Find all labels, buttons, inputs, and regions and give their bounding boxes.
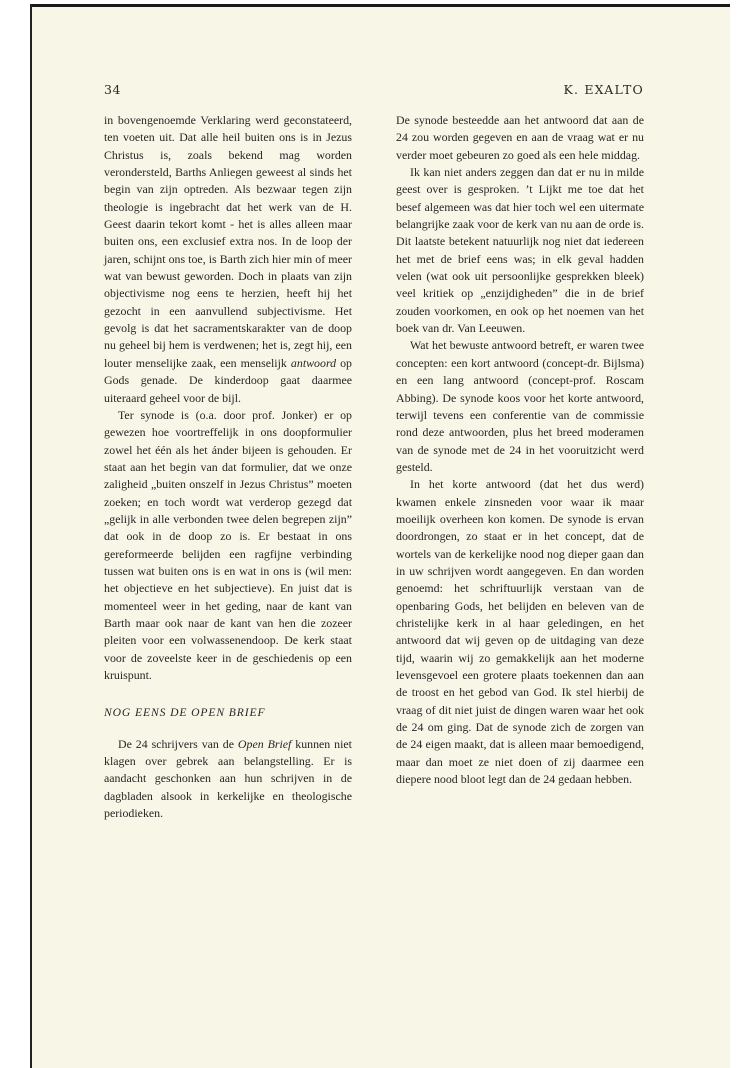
paragraph: in bovengenoemde Verklaring werd geconstateerd, ten voeten uit. Dat alle heil buiten ons is in Jezus Christus is, zoals bekend mag worden verondersteld, Barths Anliegen geweest al sinds het begin van zijn optreden. Als bezwaar tegen zijn theologie is ingebracht dat het werk van de H. Geest daarin tekort komt - het is alles alleen maar buiten ons, een exclusief extra nos. In de loop der jaren, schijnt ons toe, is Barth zich hier min of meer wat van bewust geworden. Doch in plaats van zijn objectivisme nog eens te herzien, heeft hij het gezocht in een aanvullend subjectivisme. Het gevolg is dat het sacramentskarakter van de doop nu geheel bij hem is verdwenen; het is, zegt hij, een louter menselijke zaak, een menselijk antwoord op Gods genade. De kinderdoop gaat daarmee uiteraard geheel voor de bijl. — [104, 113, 353, 405]
paragraph: In het korte antwoord (dat het dus werd) kwamen enkele zinsneden voor waar ik maar moeilijk overheen kon komen. De synode is ervan doordrongen, zo staat er in het concept, dat de wortels van de kerkelijke nood nog dieper gaan dan in uw schrijven wordt aangegeven. En dan worden genoemd: het schriftuurlijk verstaan van de openbaring Gods, het belijden en beleven van de christelijke kerk in al haar geledingen, en het antwoord dat wij geven op de uitdaging van deze tijd, waarin wij zo gemakkelijk aan het moderne levensgevoel een grotere plaats toekennen dan aan de troost en het gebod van God. Ik stel hierbij de vraag of dit niet juist de dingen waren waar het ook de 24 om ging. Dat de synode zich de zorgen van de 24 eigen maakt, dat is alleen maar bemoedigend, maar dan moet ze niet doen of zij daarmee een diepere nood bloot legt dan de 24 gedaan hebben. — [396, 477, 644, 787]
right-column — [396, 112, 644, 788]
paragraph: Wat het bewuste antwoord betreft, er waren twee concepten: een kort antwoord (concept-dr. Bijlsma) en een lang antwoord (concept-prof. Roscam Abbing). De synode koos voor het korte antwoord, terwijl tevens een conferentie van de commissie rond deze antwoorden, plus het breed moderamen van de synode met de 24 in het vooruitzicht werd gesteld. — [396, 338, 644, 474]
paragraph: De 24 schrijvers van de Open Brief kunnen niet klagen over gebrek aan belangstelling. Er is aandacht geschonken aan hun schrijven in de dagbladen alsook in kerkelijke en theologische periodieken. — [104, 736, 352, 821]
page-number: 34 — [104, 82, 121, 97]
paragraph: De synode besteedde aan het antwoord dat aan de 24 zou worden gegeven en aan de vraag wat er nu verder moet gebeuren zo goed als een hele middag. — [396, 113, 644, 162]
running-header — [104, 82, 644, 100]
running-title: K. EXALTO — [563, 82, 644, 97]
paragraph: Ter synode is (o.a. door prof. Jonker) er op gewezen hoe voortreffelijk in ons doopformulier zowel het één als het ánder bijeen is gehouden. Er staat aan het begin van dat formulier, dat we onze zaligheid „buiten onszelf in Jezus Christus” moeten zoeken; en toch wordt wat verderop gezegd dat „gelijk in alle verbonden twee delen begrepen zijn” dat ook in de doop zo is. Er bestaat in ons gereformeerde belijden een ragfijne verbinding tussen wat buiten ons is en wat in ons is (wil men: het objectieve en het subjectieve). En juist dat is momenteel weer in het geding, naar de kant van Barth maar ook naar de kant van hen die zozeer pleiten voor een volwassenendoop. De kerk staat voor de zoveelste keer in de geschiedenis op een kruispunt. — [104, 407, 352, 682]
section-heading: NOG EENS DE OPEN BRIEF — [104, 706, 266, 720]
italic-word: antwoord — [290, 355, 337, 370]
paragraph: Ik kan niet anders zeggen dan dat er nu in milde geest over is gesproken. ’t Lijkt me toe dat het besef algemeen was dat hier toch wel een uitermate belangrijke zaak voor de kerk van nu aan de orde is. Dit laatste betekent natuurlijk nog niet dat iedereen het met de brief eens was; in elk geval hadden velen (wat ook uit persoonlijke gesprekken bleek) veel kritiek op „enzijdigheden” die in de brief zouden voorkomen, en ook op het noemen van het boek van dr. Van Leeuwen. — [396, 165, 644, 336]
italic-title: Open Brief — [237, 736, 292, 751]
left-column — [104, 112, 352, 822]
